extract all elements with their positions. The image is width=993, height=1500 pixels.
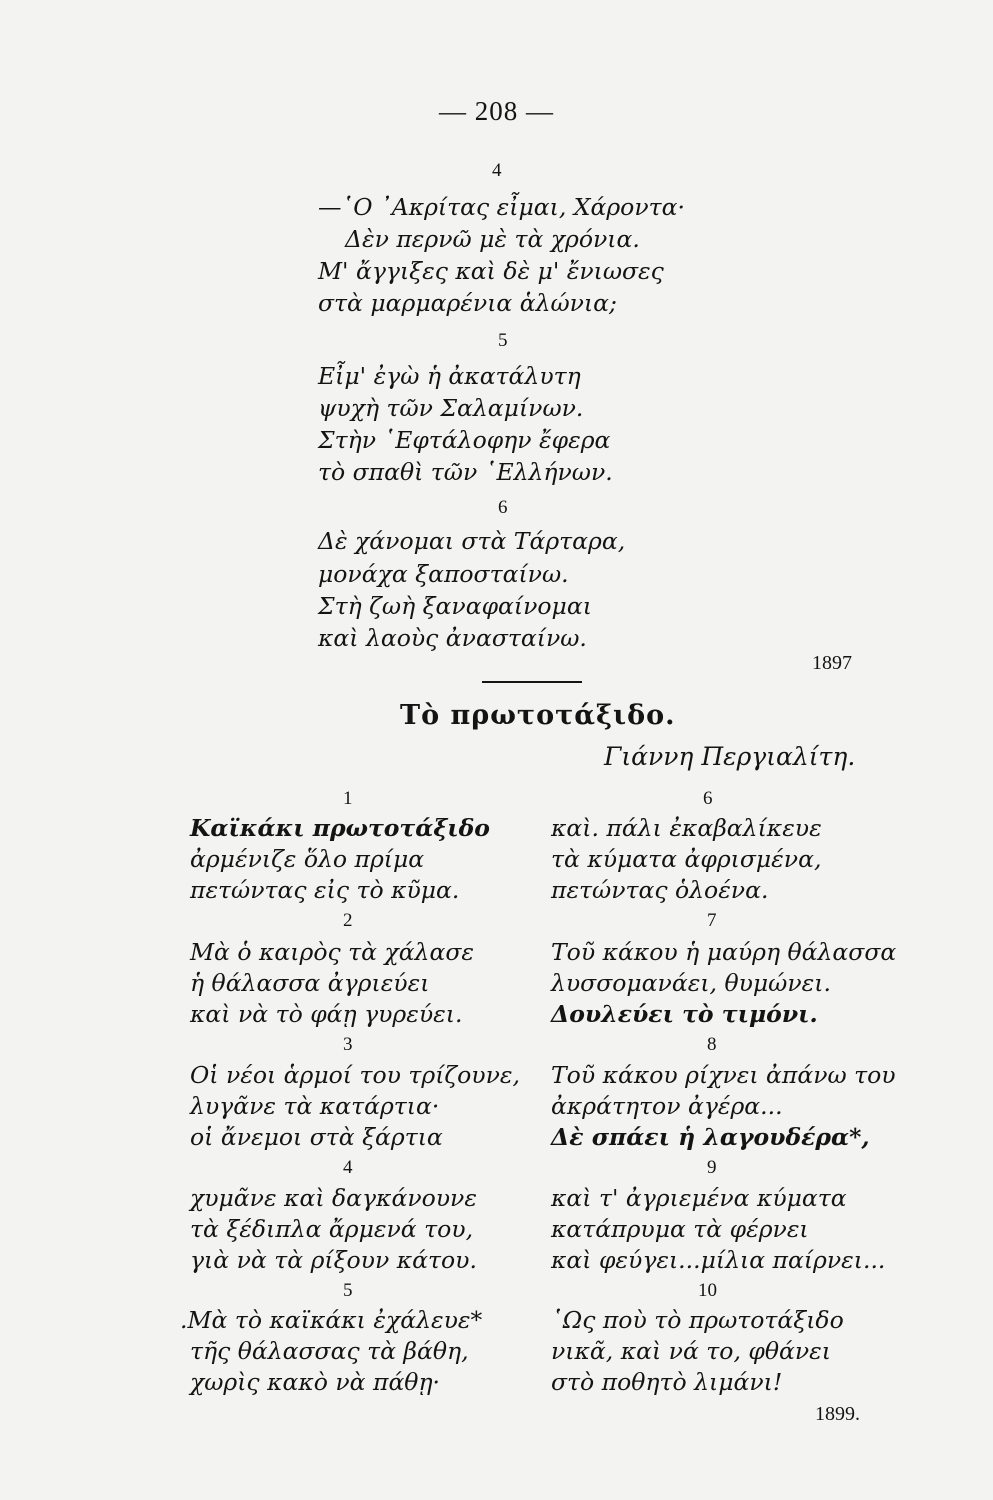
verse-line: Μ' ἄγγιξες καὶ δὲ μ' ἔνιωσες [318, 257, 664, 285]
verse-line: καὶ τ' ἀγριεμένα κύματα [551, 1184, 847, 1212]
verse-line: ἡ θάλασσα ἀγριεύει [190, 969, 430, 997]
verse-line: τὸ σπαθὶ τῶν ῾Ελλήνων. [318, 458, 613, 486]
verse-line: —῾Ο ᾿Ακρίτας εἶμαι, Χάροντα· [318, 193, 685, 221]
stanza-number: 3 [343, 1034, 353, 1055]
verse-line: τῆς θάλασσας τὰ βάθη, [190, 1337, 469, 1365]
verse-line: πετώντας ὁλοένα. [551, 876, 769, 904]
verse-line: στὸ ποθητὸ λιμάνι! [551, 1368, 783, 1396]
verse-line: καὶ νὰ τὸ φάῃ γυρεύει. [190, 1000, 463, 1028]
verse-line: καὶ φεύγει...μίλια παίρνει... [551, 1246, 886, 1274]
section-divider [482, 681, 582, 683]
verse-line: Οἱ νέοι ἁρμοί του τρίζουνε, [190, 1061, 520, 1089]
poem-dedication: Γιάννη Περγιαλίτη. [604, 742, 856, 771]
verse-line: τὰ κύματα ἀφρισμένα, [551, 845, 822, 873]
stanza-number: 10 [698, 1280, 717, 1301]
verse-line: κατάπρυμα τὰ φέρνει [551, 1215, 809, 1243]
verse-line: νικᾶ, καὶ νά το, φθάνει [551, 1337, 831, 1365]
verse-line: τὰ ξέδιπλα ἄρμενά του, [190, 1215, 474, 1243]
verse-line: Δὲν περνῶ μὲ τὰ χρόνια. [345, 225, 640, 253]
verse-line: Δὲ σπάει ἡ λαγουδέρα*, [551, 1123, 870, 1151]
stanza-number: 4 [492, 160, 502, 181]
stanza-number: 9 [707, 1157, 717, 1178]
verse-line: Δὲ χάνομαι στὰ Τάρταρα, [318, 527, 626, 555]
verse-line: ῾Ως ποὺ τὸ πρωτοτάξιδο [551, 1306, 844, 1334]
verse-line: Τοῦ κάκου ἡ μαύρη θάλασσα [551, 938, 897, 966]
poem-date: 1899. [815, 1403, 860, 1425]
verse-line: καὶ λαοὺς ἀνασταίνω. [318, 624, 587, 652]
verse-line: Μὰ ὁ καιρὸς τὰ χάλασε [190, 938, 474, 966]
verse-line: χωρὶς κακὸ νὰ πάθῃ· [190, 1368, 441, 1396]
verse-line: καὶ. πάλι ἐκαβαλίκευε [551, 814, 822, 842]
verse-line: Στὴ ζωὴ ξαναφαίνομαι [318, 592, 592, 620]
verse-line: πετώντας εἰς τὸ κῦμα. [190, 876, 460, 904]
stanza-number: 2 [343, 910, 353, 931]
verse-line: Τοῦ κάκου ρίχνει ἀπάνω του [551, 1061, 896, 1089]
page-number: — 208 — [439, 96, 554, 126]
verse-line: ἀρμένιζε ὅλο πρίμα [190, 845, 425, 873]
verse-line: γιὰ νὰ τὰ ρίξουν κάτου. [190, 1246, 477, 1274]
stanza-number: 8 [707, 1034, 717, 1055]
verse-line: Καϊκάκι πρωτοτάξιδο [190, 814, 490, 842]
poem-title: Τὸ πρωτοτάξιδο. [400, 700, 676, 731]
verse-line: στὰ μαρμαρένια ἁλώνια; [318, 289, 617, 317]
stanza-number: 6 [498, 497, 508, 518]
verse-line: μονάχα ξαποσταίνω. [318, 560, 569, 588]
stanza-number: 5 [498, 330, 508, 351]
stanza-number: 5 [343, 1280, 353, 1301]
verse-line: Δουλεύει τὸ τιμόνι. [551, 1000, 818, 1028]
verse-line: Εἶμ' ἐγὼ ἡ ἀκατάλυτη [318, 362, 581, 390]
stanza-number: 6 [703, 788, 713, 809]
verse-line: .Μὰ τὸ καϊκάκι ἐχάλευε* [180, 1306, 483, 1334]
stanza-number: 4 [343, 1157, 353, 1178]
verse-line: οἱ ἄνεμοι στὰ ξάρτια [190, 1123, 443, 1151]
stanza-number: 7 [707, 910, 717, 931]
verse-line: λυγᾶνε τὰ κατάρτια· [190, 1092, 440, 1120]
verse-line: ψυχὴ τῶν Σαλαμίνων. [318, 394, 584, 422]
poem-date: 1897 [812, 652, 852, 674]
verse-line: Στὴν ῾Εφτάλοφην ἔφερα [318, 426, 611, 454]
verse-line: λυσσομανάει, θυμώνει. [551, 969, 831, 997]
stanza-number: 1 [343, 788, 353, 809]
verse-line: χυμᾶνε καὶ δαγκάνουνε [190, 1184, 477, 1212]
verse-line: ἀκράτητον ἀγέρα... [551, 1092, 783, 1120]
